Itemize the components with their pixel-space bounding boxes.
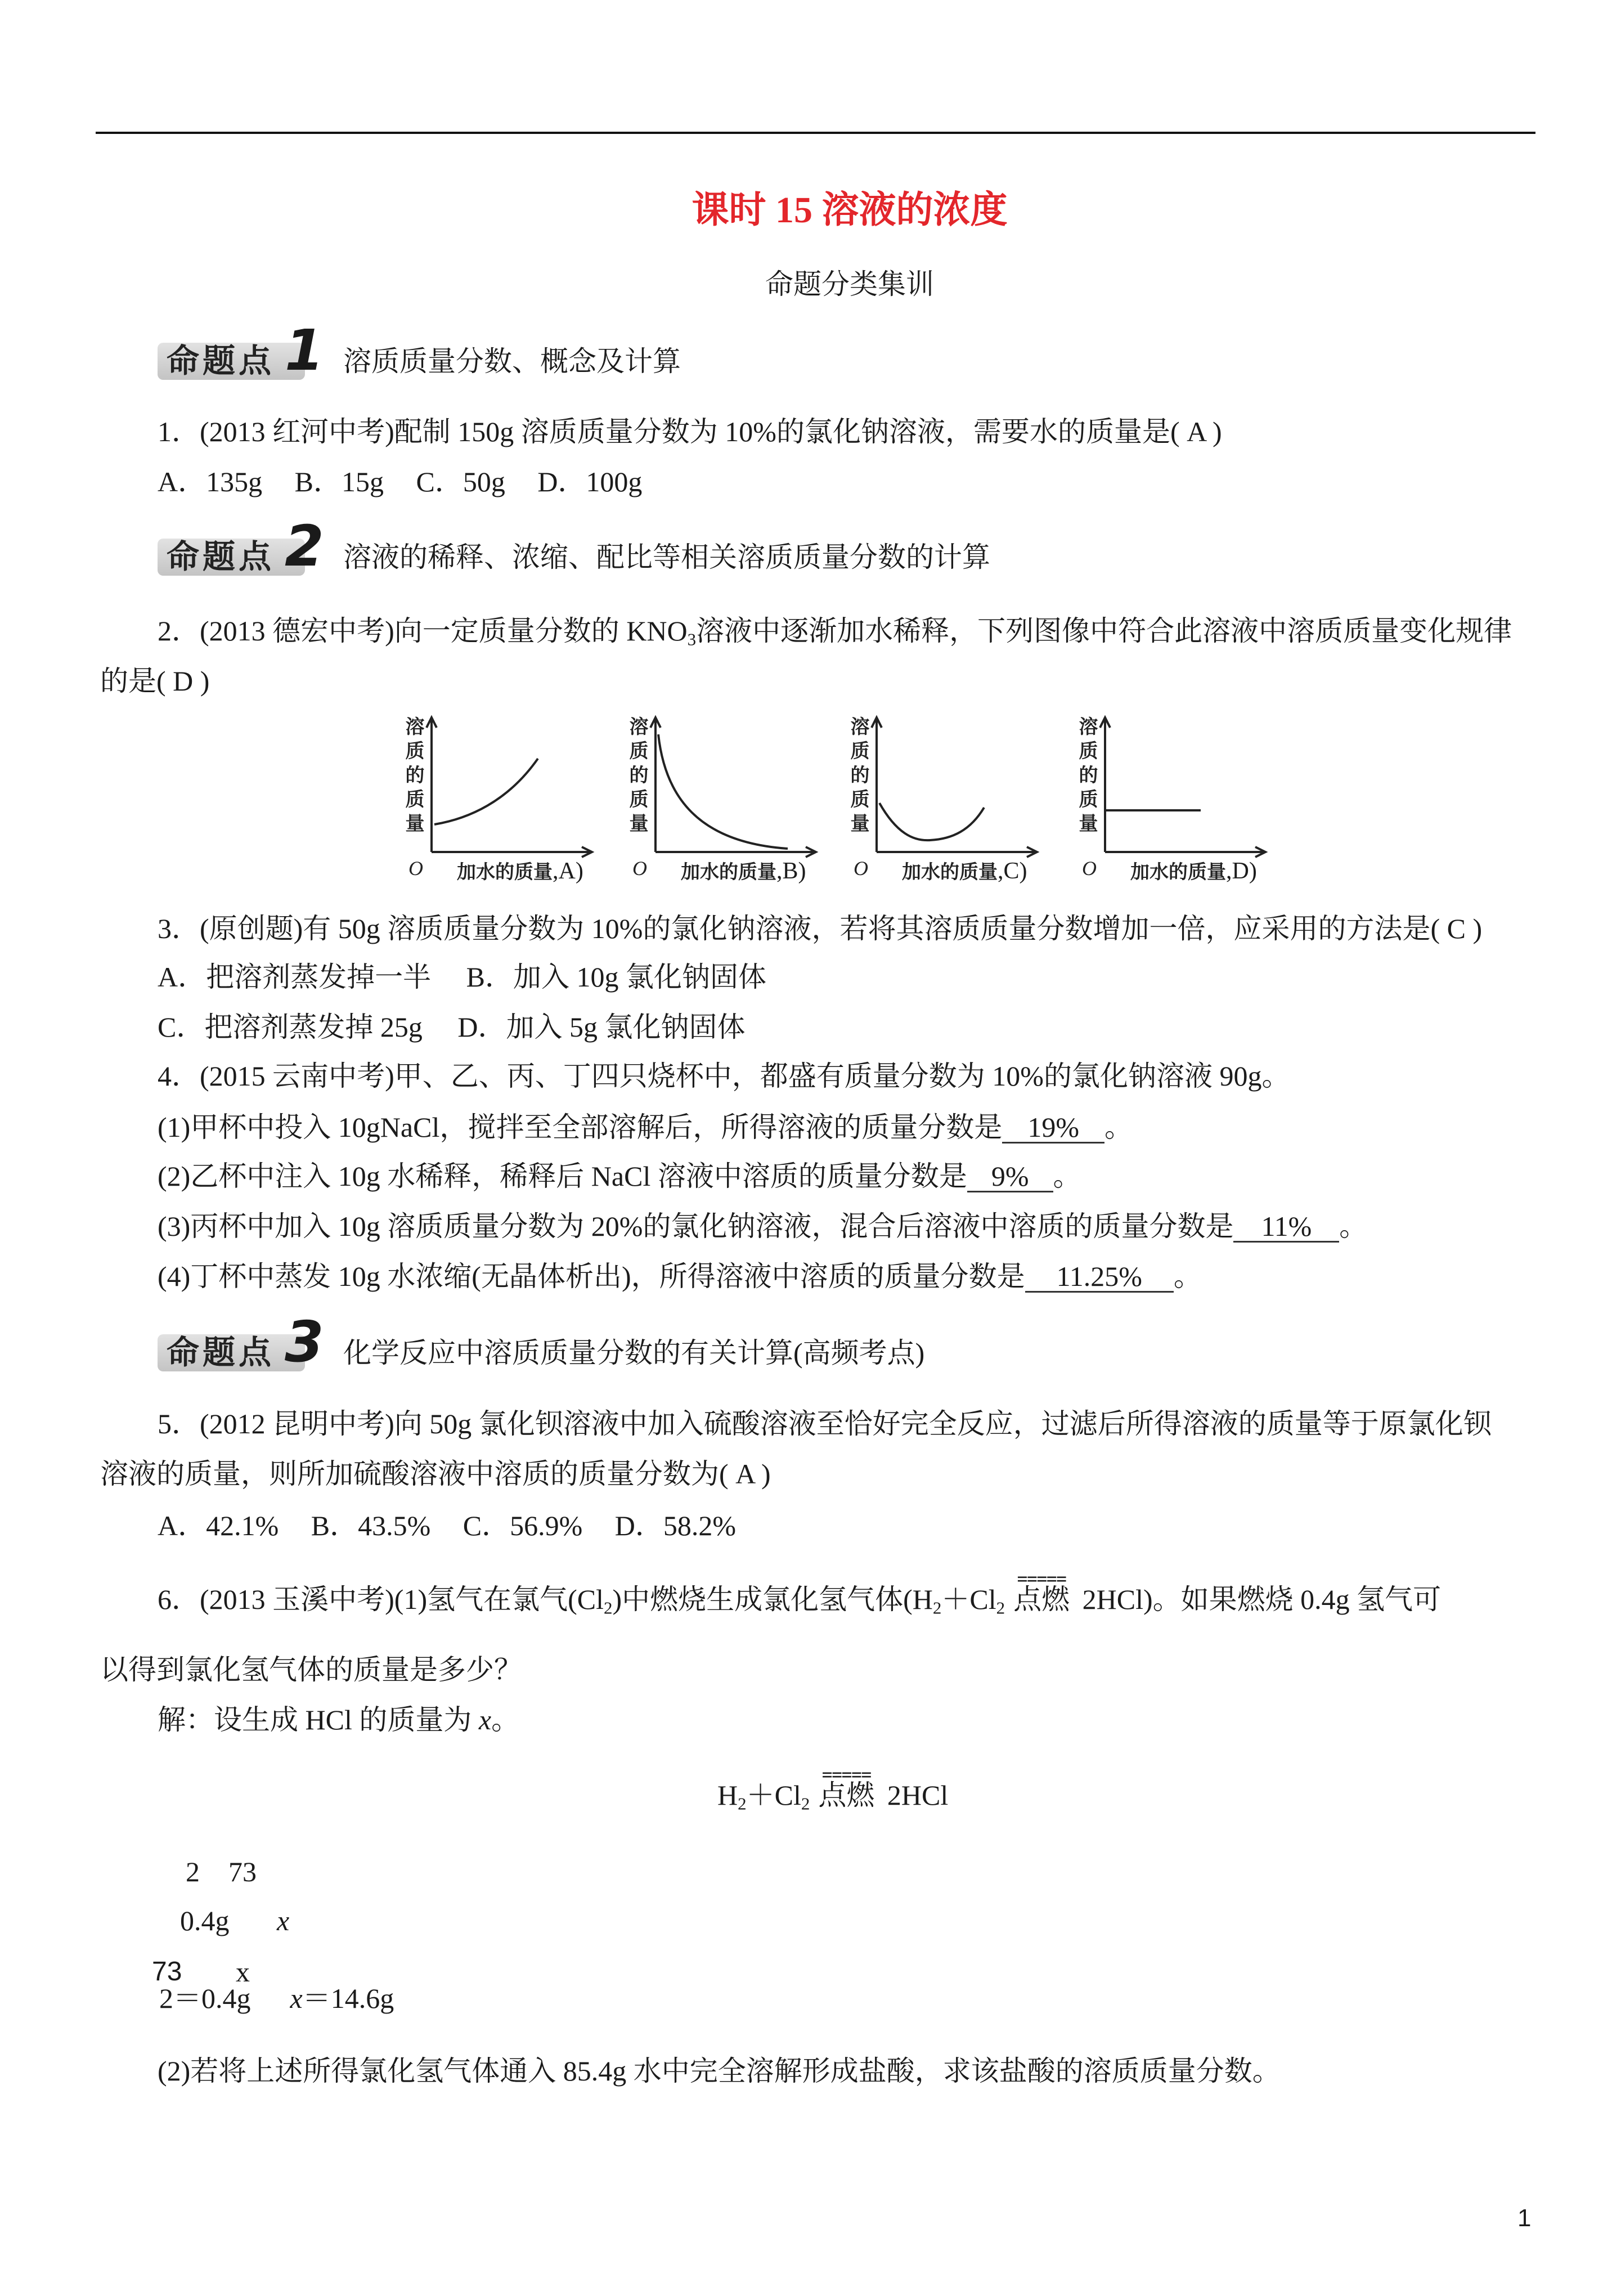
q3-option-a: A．把溶剂蒸发掉一半 (158, 961, 432, 993)
q4-part-1 (158, 1109, 1133, 1145)
graph-x-label: 加水的质量 (681, 862, 776, 883)
ratio-top-left: 2 (186, 1856, 200, 1887)
section-badge-2 (158, 513, 338, 579)
section-heading-3: 化学反应中溶质质量分数的有关计算(高频考点) (343, 1337, 925, 1369)
reaction-condition (818, 1764, 875, 1813)
q4-part-3 (158, 1208, 1367, 1244)
equation-subscript: 2 (801, 1793, 810, 1814)
top-rule (96, 132, 1535, 134)
equation-subscript: 2 (738, 1793, 747, 1814)
q5-stem-line1: 5．(2012 昆明中考)向 50g 氯化钡溶液中加入硫酸溶液至恰好完全反应，过滤后所得溶液的质量等于原氯化钡 (158, 1408, 1492, 1440)
graph-x-label: 加水的质量 (457, 862, 553, 883)
q4-part-end: 。 (1339, 1210, 1368, 1242)
graph-curve (879, 803, 984, 840)
graph-axes (426, 718, 592, 857)
badge-number: 3 (285, 1309, 324, 1375)
graph-d (1074, 712, 1294, 886)
fraction-result: ＝14.6g (302, 1983, 394, 2014)
ratio-top-right: 73 (228, 1856, 257, 1887)
fraction-numerator-right: x (236, 1956, 250, 1988)
reaction-condition-text: 点燃 (818, 1779, 875, 1811)
solution-end: 。 (491, 1704, 520, 1736)
badge-number: 1 (285, 317, 324, 383)
q5-stem-line2: 溶液的质量，则所加硫酸溶液中溶质的质量分数为( A ) (100, 1458, 771, 1490)
reaction-condition (1013, 1568, 1070, 1617)
fraction-numerator-left: 73 (152, 1957, 182, 1986)
graph-y-label: 溶质的质量 (402, 716, 423, 837)
ratio-bottom-right: x (277, 1905, 290, 1936)
reaction-equals-mark: ===== (821, 1764, 871, 1785)
solution-variable: x (478, 1704, 492, 1736)
q4-stem: 4．(2015 云南中考)甲、乙、丙、丁四只烧杯中，都盛有质量分数为 10%的氯化钠溶液 90g。 (158, 1060, 1290, 1092)
graph-x-label: 加水的质量 (902, 862, 998, 883)
q1-option-c: C．50g (416, 466, 505, 497)
page-title: 课时 15 溶液的浓度 (691, 190, 1008, 231)
badge-label: 命题点 (167, 1334, 275, 1371)
badge-number: 2 (285, 513, 324, 579)
q3-option-c: C．把溶剂蒸发掉 25g (158, 1011, 423, 1043)
q3-stem: 3．(原创题)有 50g 溶质质量分数为 10%的氯化钠溶液，若将其溶质质量分数增加一倍，应采用的方法是( C ) (158, 913, 1483, 944)
q3-options-row1 (158, 959, 766, 995)
q2-stem-text: 2．(2013 德宏中考)向一定质量分数的 KNO (158, 615, 688, 647)
graph-c (846, 712, 1065, 886)
fraction-variable: x (290, 1983, 303, 2014)
graph-option-tag: ,A) (553, 858, 583, 884)
q6-subscript: 2 (604, 1598, 613, 1618)
graph-option-tag: ,C) (998, 858, 1027, 884)
page-number: 1 (1517, 2204, 1532, 2232)
q5-option-c: C．56.9% (462, 1510, 583, 1541)
section-badge-3 (158, 1309, 338, 1375)
graph-y-label: 溶质的质量 (626, 716, 647, 837)
q6-text: 2HCl)。如果燃烧 0.4g 氢气可 (1082, 1584, 1442, 1615)
badge-label: 命题点 (167, 343, 275, 379)
badge-label: 命题点 (167, 539, 275, 575)
graph-origin: O (632, 857, 647, 880)
q4-part-text: (3)丙杯中加入 10g 溶质质量分数为 20%的氯化钠溶液，混合后溶液中溶质的质量分数是 (158, 1210, 1234, 1242)
q1-option-d: D．100g (537, 466, 643, 497)
section-heading-2: 溶液的稀释、浓缩、配比等相关溶质质量分数的计算 (343, 541, 990, 573)
fraction-equation (159, 1980, 394, 2016)
graph-origin: O (1082, 857, 1097, 880)
graph-origin: O (408, 857, 423, 880)
graph-b (625, 712, 844, 886)
q4-answer-blank: 19% (1002, 1113, 1104, 1143)
q6-subscript: 2 (996, 1598, 1005, 1618)
graph-x-label-group (1130, 855, 1257, 887)
q6-solution-intro (158, 1702, 519, 1738)
reaction-equals-mark: ===== (1017, 1568, 1066, 1589)
equation-text: ＋Cl (746, 1779, 801, 1811)
q6-equation (717, 1764, 949, 1814)
q1-option-b: B．15g (294, 466, 384, 497)
q6-text: ＋Cl (941, 1584, 996, 1615)
graph-y-label: 溶质的质量 (1076, 716, 1097, 837)
q4-part-2 (158, 1158, 1081, 1194)
q2-stem-line1 (158, 613, 1512, 649)
q4-answer-blank: 11% (1233, 1212, 1339, 1243)
q4-part-text: (1)甲杯中投入 10gNaCl，搅拌至全部溶解后，所得溶液的质量分数是 (158, 1111, 1003, 1143)
q6-text: )中燃烧生成氯化氢气体(H (612, 1584, 933, 1615)
q4-answer-blank: 9% (967, 1162, 1053, 1192)
graph-x-label: 加水的质量 (1130, 862, 1226, 883)
q6-stem-line2: 以得到氯化氢气体的质量是多少？ (100, 1654, 522, 1685)
equation-text: H (717, 1779, 738, 1811)
graph-option-tag: ,D) (1226, 858, 1257, 884)
q4-part-end: 。 (1173, 1261, 1202, 1292)
graph-x-label-group (457, 855, 583, 887)
q1-options (158, 464, 667, 500)
q4-part-text: (4)丁杯中蒸发 10g 水浓缩(无晶体析出)，所得溶液中溶质的质量分数是 (158, 1261, 1025, 1292)
q1-stem: 1．(2013 红河中考)配制 150g 溶质质量分数为 10%的氯化钠溶液，需要水的质量是( A ) (158, 416, 1222, 447)
q2-stem-text-cont: 溶液中逐渐加水稀释，下列图像中符合此溶液中溶质质量变化规律 (696, 615, 1512, 647)
graph-origin: O (854, 857, 868, 880)
q3-option-d: D．加入 5g 氯化钠固体 (457, 1011, 746, 1043)
graph-x-label-group (681, 855, 806, 887)
page-subtitle: 命题分类集训 (765, 268, 934, 300)
q5-option-b: B．43.5% (311, 1510, 431, 1541)
graph-curve (658, 734, 788, 849)
ratio-bottom-left: 0.4g (180, 1905, 230, 1936)
q4-part-end: 。 (1053, 1160, 1081, 1192)
solution-text: 解：设生成 HCl 的质量为 (158, 1704, 479, 1736)
equation-product: 2HCl (887, 1779, 949, 1811)
section-badge-1 (158, 317, 338, 383)
graph-option-tag: ,B) (776, 858, 806, 884)
graph-y-label: 溶质的质量 (847, 716, 868, 837)
q4-part-end: 。 (1104, 1111, 1133, 1143)
q2-subscript: 3 (687, 629, 697, 649)
graph-axes (650, 718, 816, 857)
q5-options (158, 1508, 761, 1544)
graph-x-label-group (902, 855, 1027, 887)
section-heading-1: 溶质质量分数、概念及计算 (343, 346, 681, 377)
q6-subscript: 2 (932, 1598, 942, 1618)
graph-a (401, 712, 620, 886)
graph-axes (1100, 718, 1265, 857)
graph-curve (434, 759, 538, 824)
q5-option-a: A．42.1% (158, 1510, 279, 1541)
q3-option-b: B．加入 10g 氯化钠固体 (466, 961, 766, 993)
q1-option-a: A．135g (158, 466, 263, 497)
q6-part2: (2)若将上述所得氯化氢气体通入 85.4g 水中完全溶解形成盐酸，求该盐酸的溶质质量分数。 (158, 2055, 1281, 2087)
q4-part-text: (2)乙杯中注入 10g 水稀释，稀释后 NaCl 溶液中溶质的质量分数是 (158, 1160, 967, 1192)
reaction-condition-text: 点燃 (1013, 1584, 1070, 1615)
q4-part-4 (158, 1258, 1202, 1294)
q6-stem-line1 (158, 1568, 1442, 1618)
q6-text: 6．(2013 玉溪中考)(1)氢气在氯气(Cl (158, 1584, 604, 1615)
q4-answer-blank: 11.25% (1025, 1262, 1174, 1293)
q5-option-d: D．58.2% (614, 1510, 737, 1541)
q2-stem-line2: 的是( D ) (100, 665, 210, 697)
fraction-left: 2＝0.4g (159, 1983, 251, 2014)
q3-options-row2 (158, 1009, 745, 1045)
